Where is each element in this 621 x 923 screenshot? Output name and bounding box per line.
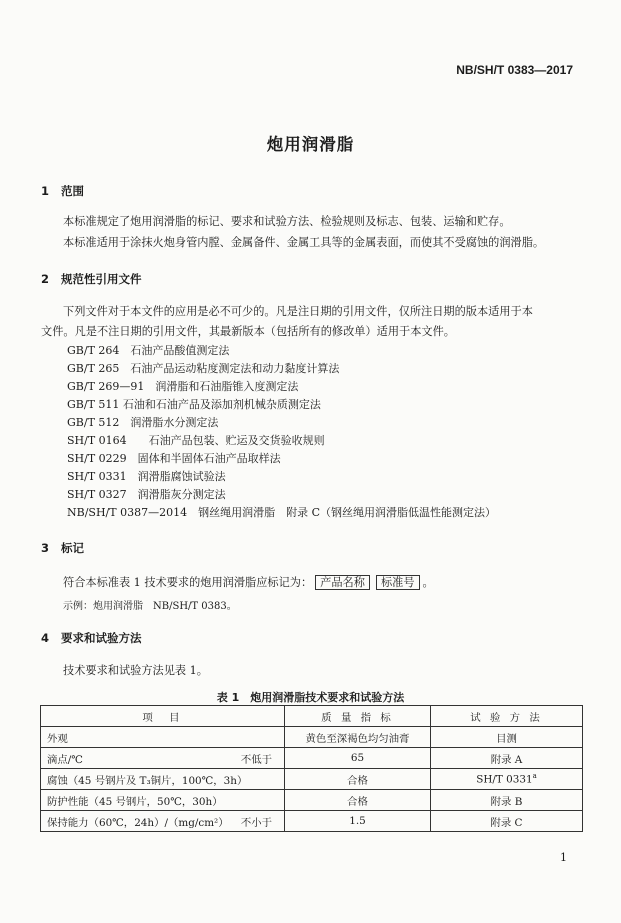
header-method: 试 验 方 法 <box>431 706 583 727</box>
section-title: 规范性引用文件 <box>61 272 142 286</box>
value-cell: 合格 <box>285 769 431 790</box>
reference-item: GB/T 264 石油产品酸值测定法 <box>67 344 230 357</box>
value-cell: 黄色至深褐色均匀油膏 <box>285 727 431 748</box>
marking-sentence <box>63 574 434 590</box>
reference-item: NB/SH/T 0387—2014 钢丝绳用润滑脂 附录 C（钢丝绳用润滑脂低温性能测定法） <box>67 506 496 519</box>
item-text: 保持能力（60℃，24h）/（mg/cm²） <box>47 816 229 829</box>
reference-item: SH/T 0331 润滑脂腐蚀试验法 <box>67 470 226 483</box>
table-row <box>41 769 583 790</box>
requirements-text: 技术要求和试验方法见表 1。 <box>63 664 208 677</box>
table-row <box>41 790 583 811</box>
standard-number-box: 标准号 <box>376 575 420 590</box>
limit-text: 不低于 <box>240 753 272 766</box>
method-cell <box>431 769 583 790</box>
section-number: 2 <box>41 272 50 286</box>
method-cell: 附录 B <box>431 790 583 811</box>
section-3-heading <box>41 540 84 556</box>
marking-example: 示例：炮用润滑脂 NB/SH/T 0383。 <box>63 601 237 612</box>
item-cell <box>41 790 285 811</box>
document-title: 炮用润滑脂 <box>266 135 355 154</box>
limit-text: 不小于 <box>240 816 272 829</box>
scope-paragraph-2: 本标准适用于涂抹火炮身管内膛、金属备件、金属工具等的金属表面，而使其不受腐蚀的润滑脂。 <box>63 236 545 249</box>
reference-item: SH/T 0164 石油产品包装、贮运及交货验收规则 <box>67 434 325 447</box>
section-title: 标记 <box>61 541 84 555</box>
value-cell: 合格 <box>285 790 431 811</box>
table-row <box>41 811 583 832</box>
reference-item: GB/T 269—91 润滑脂和石油脂锥入度测定法 <box>67 380 299 393</box>
header-item: 项 目 <box>41 706 285 727</box>
header-quality: 质 量 指 标 <box>285 706 431 727</box>
section-number: 4 <box>41 631 50 645</box>
table-header-row <box>41 706 583 727</box>
reference-item: GB/T 265 石油产品运动粘度测定法和动力黏度计算法 <box>67 362 340 375</box>
method-cell: 附录 A <box>431 748 583 769</box>
value-cell: 1.5 <box>285 811 431 832</box>
item-text: 滴点/℃ <box>47 753 83 766</box>
page-number: 1 <box>560 851 567 864</box>
section-1-heading <box>41 183 84 199</box>
references-intro-line-2: 文件。凡是不注日期的引用文件，其最新版本（包括所有的修改单）适用于本文件。 <box>41 325 455 338</box>
reference-item: SH/T 0229 固体和半固体石油产品取样法 <box>67 452 281 465</box>
section-4-heading <box>41 630 142 646</box>
reference-item: SH/T 0327 润滑脂灰分测定法 <box>67 488 226 501</box>
item-text: 腐蚀（45 号钢片及 T₃铜片，100℃，3h） <box>47 774 248 787</box>
table-caption: 表 1 炮用润滑脂技术要求和试验方法 <box>216 691 405 704</box>
section-title: 要求和试验方法 <box>61 631 142 645</box>
item-cell <box>41 748 285 769</box>
section-title: 范围 <box>61 184 84 198</box>
section-number: 1 <box>41 184 50 198</box>
method-cell: 附录 C <box>431 811 583 832</box>
standard-number: NB/SH/T 0383—2017 <box>456 63 573 77</box>
footnote-marker: a <box>532 772 537 781</box>
marking-text-end: 。 <box>422 576 434 589</box>
reference-item: GB/T 512 润滑脂水分测定法 <box>67 416 219 429</box>
references-intro-line-1: 下列文件对于本文件的应用是必不可少的。凡是注日期的引用文件，仅所注日期的版本适用于本 <box>63 305 533 318</box>
scope-paragraph-1: 本标准规定了炮用润滑脂的标记、要求和试验方法、检验规则及标志、包装、运输和贮存。 <box>63 215 511 228</box>
product-name-box: 产品名称 <box>315 575 370 590</box>
table-row <box>41 727 583 748</box>
method-cell: 目测 <box>431 727 583 748</box>
method-text: SH/T 0331 <box>476 773 533 786</box>
table-row <box>41 748 583 769</box>
section-number: 3 <box>41 541 50 555</box>
section-2-heading <box>41 271 142 287</box>
item-text: 外观 <box>47 732 68 745</box>
spec-table <box>40 705 583 832</box>
item-text: 防护性能（45 号钢片，50℃，30h） <box>47 795 223 808</box>
item-cell <box>41 769 285 790</box>
reference-item: GB/T 511 石油和石油产品及添加剂机械杂质测定法 <box>67 398 321 411</box>
item-cell <box>41 727 285 748</box>
marking-text: 符合本标准表 1 技术要求的炮用润滑脂应标记为： <box>63 576 313 589</box>
value-cell: 65 <box>285 748 431 769</box>
item-cell <box>41 811 285 832</box>
